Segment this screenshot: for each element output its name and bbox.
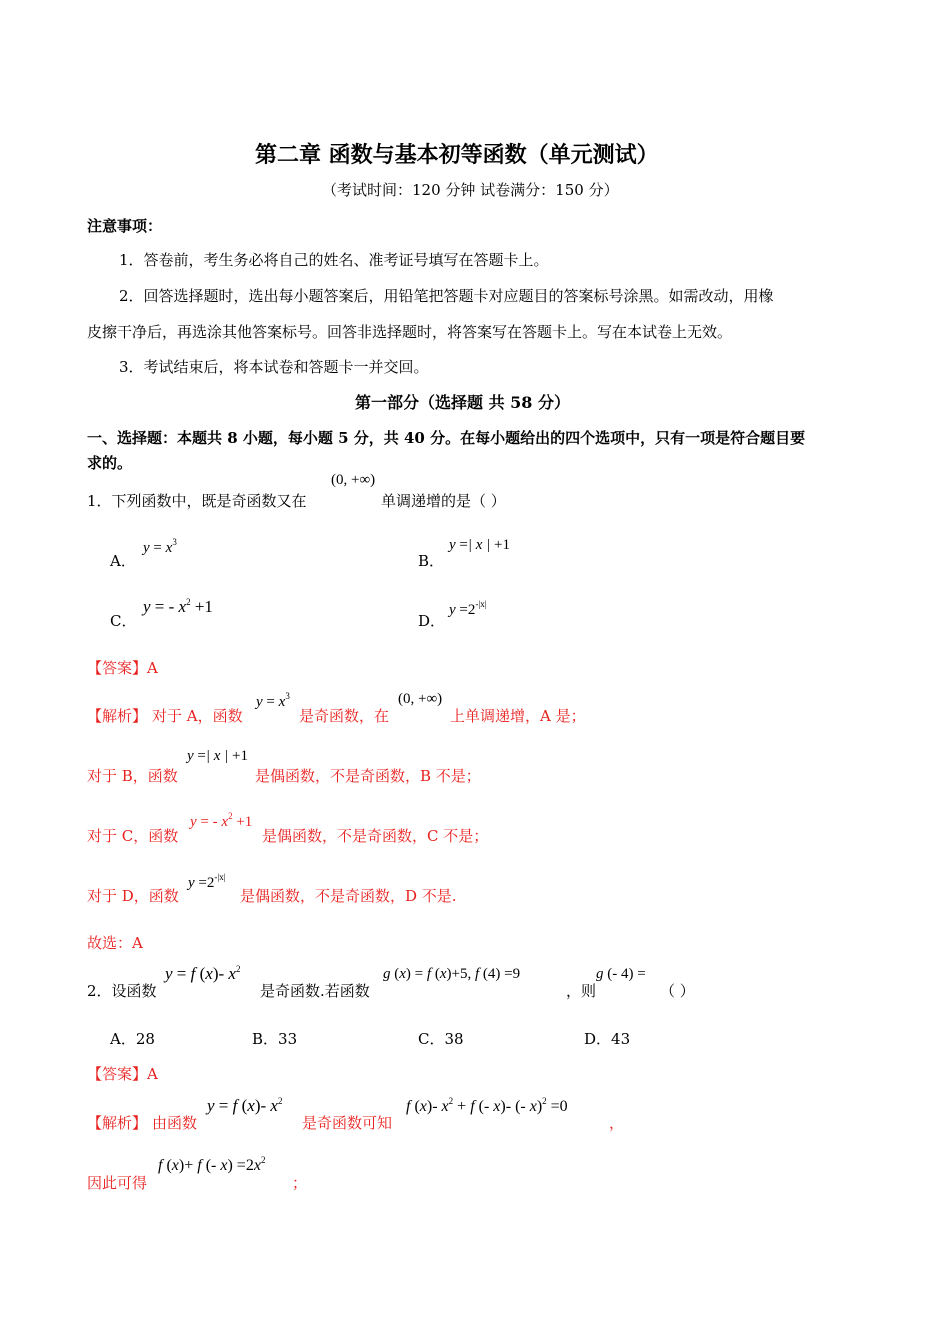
q2-answer: 【答案】A [87,1065,158,1083]
q2-explanation-label: 【解析】 [87,1114,148,1132]
q2-exp-1c: ， [609,1114,625,1132]
q1-formula-c: y = - $x^2 +1$ [143,597,213,616]
q2-option-c: C．38 [418,1030,464,1048]
notice-item-3: 3．考试结束后，将本试卷和答题卡一并交回。 [119,358,429,376]
q1-exp-1b: 是奇函数，在 [299,707,390,725]
q1-exp-formula-d: $y =2^{-|x|}$ [188,872,226,891]
q2-exp-2a: 因此可得 [87,1174,148,1192]
q2-stem-mid: 是奇函数.若函数 [260,982,370,1000]
section-heading: 一、选择题：本题共 8 小题，每小题 5 分，共 40 分。在每小题给出的四个选项中，只有一项是符合题目要 [87,429,806,447]
q1-exp-formula-b: y =| x | +1 [187,748,249,764]
q1-exp-4b: 是偶函数，不是奇函数，D 不是. [240,887,457,905]
notice-item-1: 1．答卷前，考生务必将自己的姓名、准考证号填写在答题卡上。 [119,251,549,269]
q2-exp-formula-f: y = f (x)- $x^2$ [207,1096,283,1115]
page-title: 第二章 函数与基本初等函数（单元测试） [255,142,659,168]
q1-interval: (0, +∞) [331,472,376,488]
q1-exp-formula-c: y = - $x^2 +1$ [190,811,253,830]
q1-answer: 【答案】A [87,659,158,677]
q2-exp-1a: 由函数 [152,1114,198,1132]
q1-exp-formula-a: $y = x^3$ [256,691,290,710]
q2-option-d: D．43 [584,1030,631,1048]
q1-exp-1a: 对于 A，函数 [152,707,243,725]
q1-stem: 1．下列函数中，既是奇函数又在 [87,492,307,510]
q1-exp-interval: (0, +∞) [398,691,443,707]
q1-exp-2a: 对于 B，函数 [87,767,178,785]
q1-option-d: D． [418,612,446,630]
q2-option-b: B．33 [252,1030,298,1048]
q1-exp-2b: 是偶函数，不是奇函数，B 不是； [255,767,481,785]
q2-option-a: A．28 [110,1030,155,1048]
section-heading-cont: 求的。 [87,454,133,472]
q1-option-c: C． [110,612,137,630]
q1-exp-3b: 是偶函数，不是奇函数，C 不是； [262,827,489,845]
q1-formula-b: y =| x | +1 [449,537,511,553]
q1-option-b: B． [418,552,445,570]
q2-formula-g: g (x) = f (x)+5, f (4) =9 [383,966,521,982]
notice-item-2-cont: 皮擦干净后，再选涂其他答案标号。回答非选择题时，将答案写在答题卡上。写在本试卷上无效。 [87,323,733,341]
q1-exp-1c: 上单调递增，A 是； [450,707,586,725]
q1-exp-4a: 对于 D，函数 [87,887,179,905]
q2-exp-2b: ； [292,1174,308,1192]
q1-explanation-label: 【解析】 [87,707,148,725]
q2-exp-formula-sum: f (x)- $x^2 + f$ (- x)- (- x)$^2$ =0 [406,1096,568,1115]
q1-option-a: A． [110,552,136,570]
q2-formula-f: y = f (x)- $x^2$ [165,964,241,983]
q1-formula-a: $y = x^3$ [143,537,177,556]
q2-stem: 2．设函数 [87,982,157,1000]
q2-exp-1b: 是奇函数可知 [302,1114,393,1132]
q2-formula-g-neg4: g (- 4) = [596,966,646,982]
q2-exp-formula-result: f (x)+ f (- $x) =2x^2$ [158,1155,266,1174]
q1-choice: 故选：A [87,934,143,952]
q2-stem-end: （ ） [660,982,695,1000]
notice-heading: 注意事项： [87,217,163,235]
q1-exp-3a: 对于 C，函数 [87,827,179,845]
notice-item-2: 2．回答选择题时，选出每小题答案后，用铅笔把答题卡对应题目的答案标号涂黑。如需改动，用橡 [119,287,774,305]
part-heading: 第一部分（选择题 共 58 分） [355,393,570,412]
exam-info: （考试时间：120 分钟 试卷满分：150 分） [322,181,619,199]
q1-stem-end: 单调递增的是（ ） [381,492,506,510]
q1-formula-d: $y =2^{-|x|}$ [449,599,487,618]
q2-stem-then: ，则 [566,982,597,1000]
